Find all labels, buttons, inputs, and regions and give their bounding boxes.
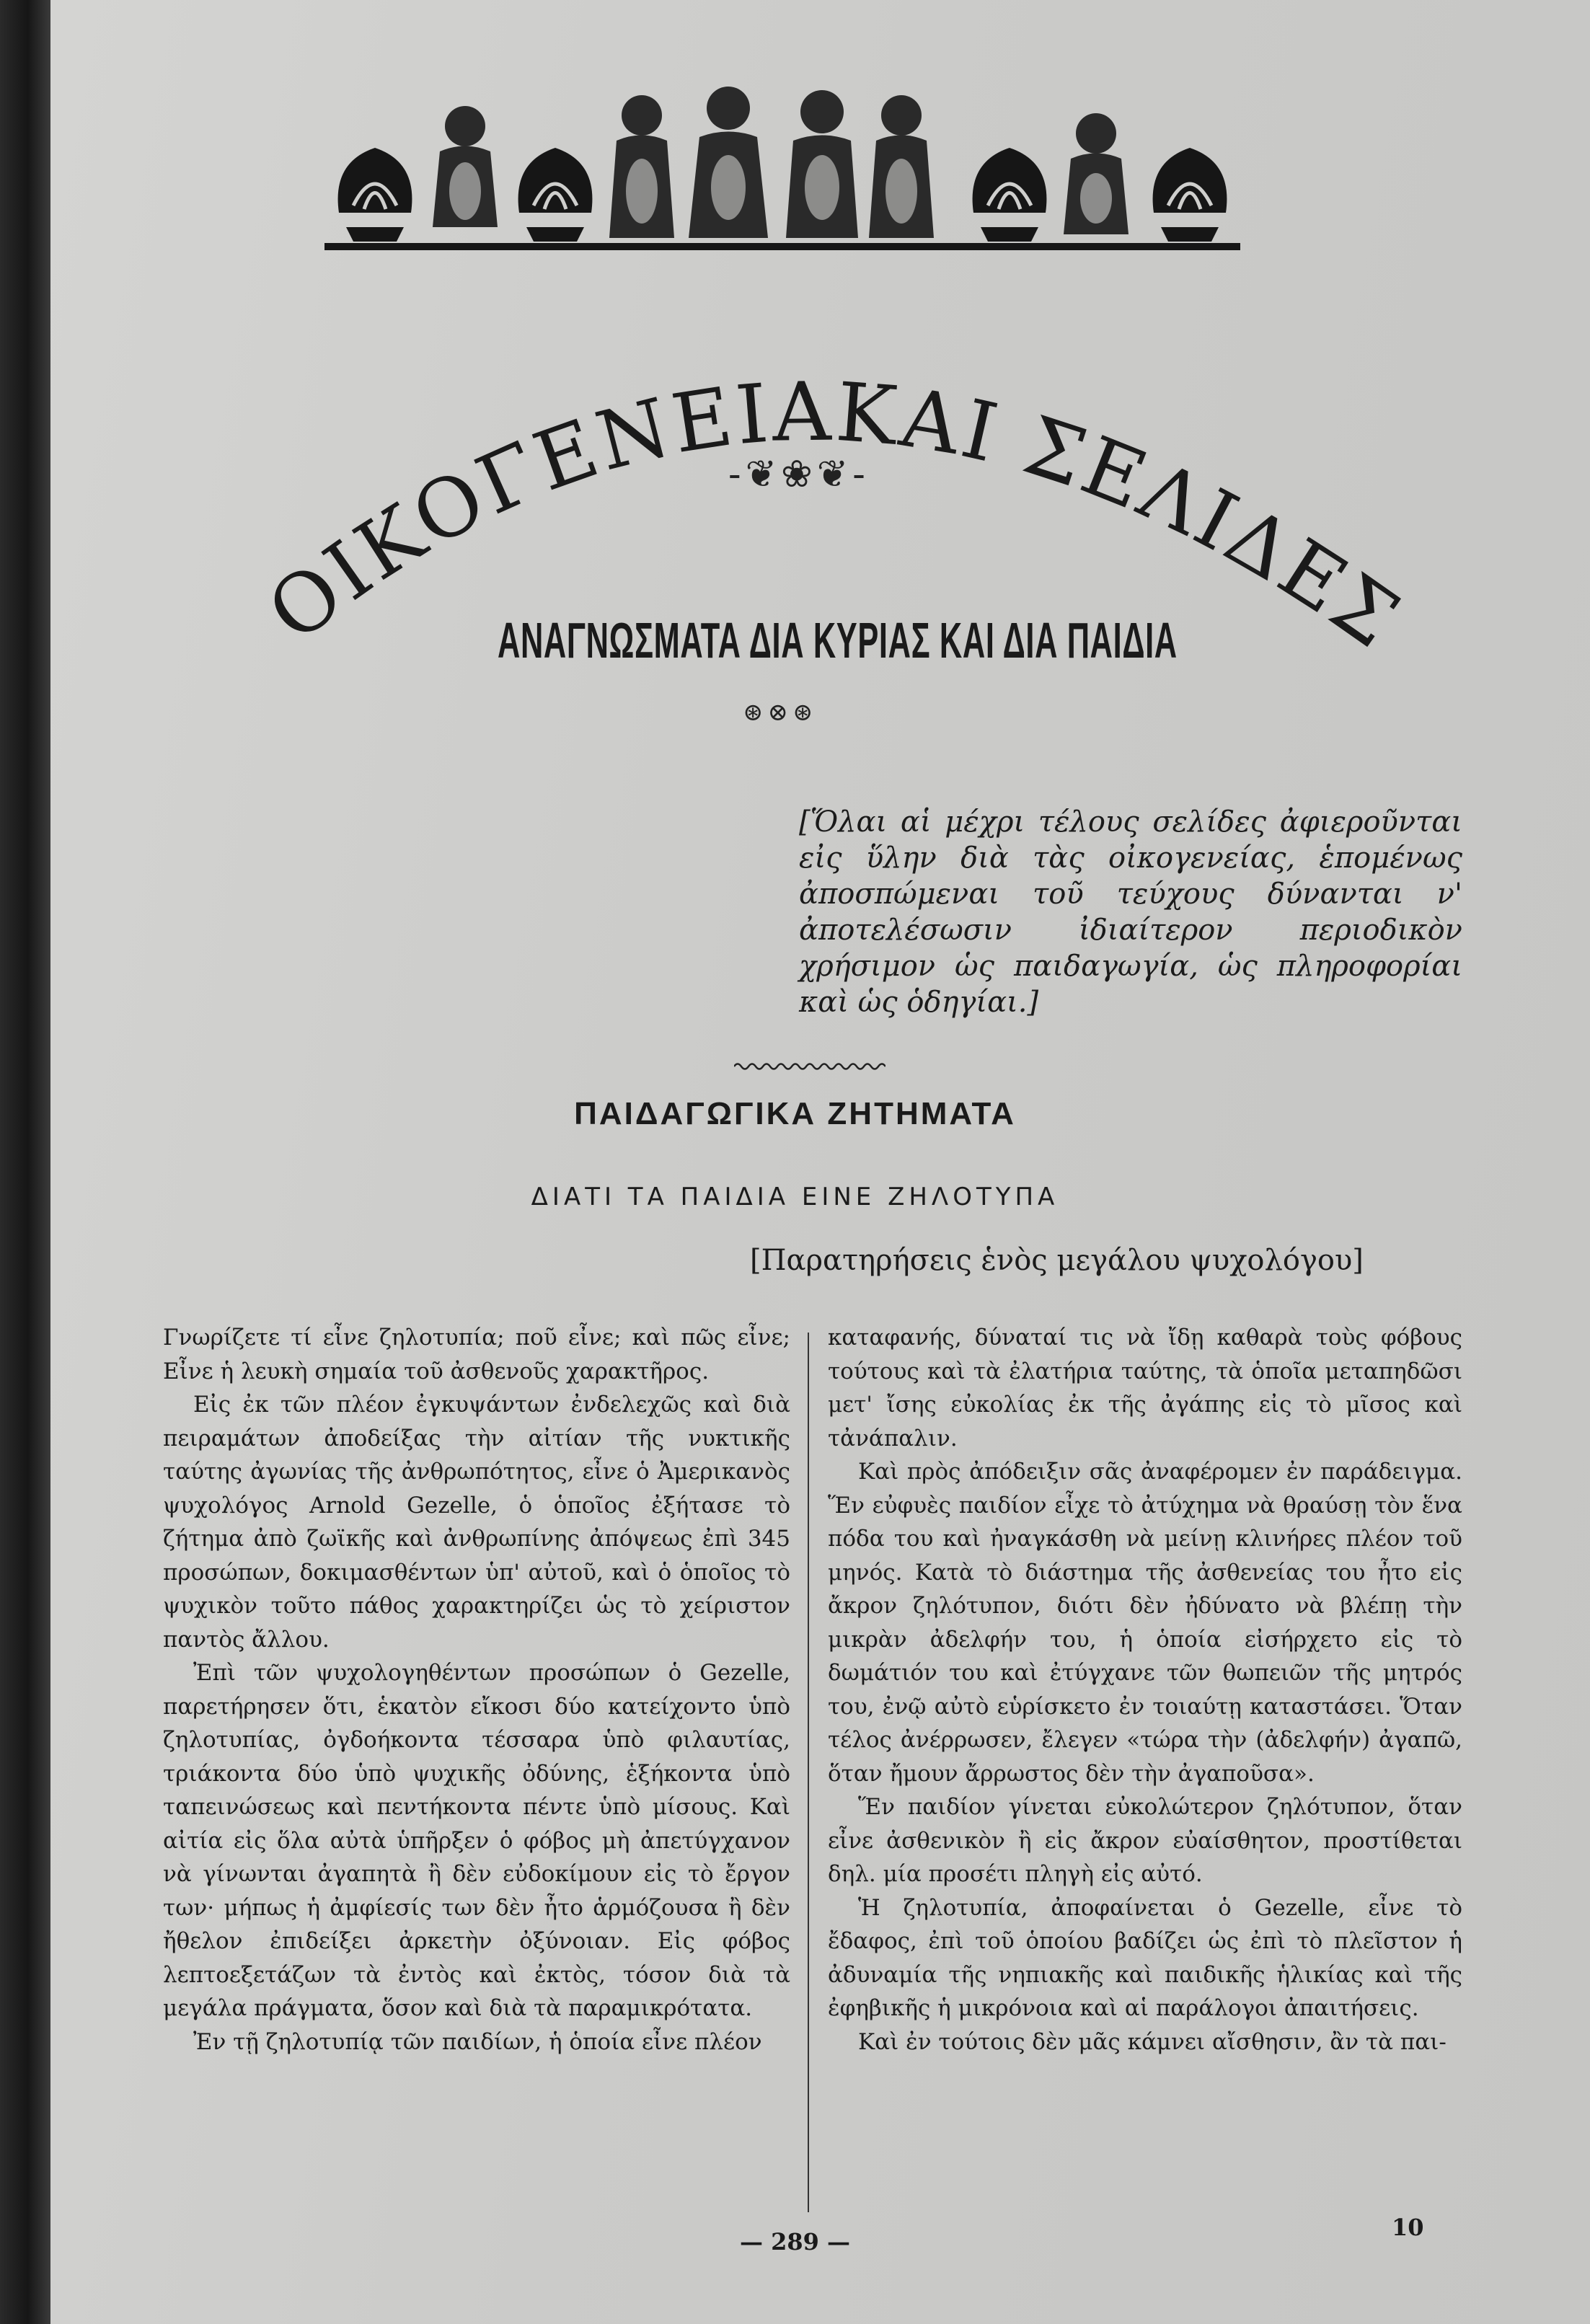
article-note: [Παρατηρήσεις ἑνὸς μεγάλου ψυχολόγου] (750, 1244, 1364, 1277)
paragraph: Ἐν τῇ ζηλοτυπίᾳ τῶν παιδίων, ἡ ὁποία εἶνε πλέον (193, 2028, 762, 2055)
intro-note: [Ὅλαι αἱ μέχρι τέλους σελίδες ἀφιεροῦνται εἰς ὕλην διὰ τὰς οἰκογενείας, ἑπομένως ἀποσπώμεναι τοῦ τεύχους δύνανται ν' ἀποτελέσωσιν ἰδιαίτερον περιοδικὸν χρήσιμον ὡς παιδαγωγία, ὡς πληροφορίαι καὶ ὡς ὁδηγίαι.] (799, 805, 1462, 1019)
arched-title (0, 0, 1590, 793)
column-divider (808, 1333, 809, 2212)
signature-mark: 10 (1392, 2214, 1424, 2241)
article-title: ΔΙΑΤΙ ΤΑ ΠΑΙΔΙΑ ΕΙΝΕ ΖΗΛΟΤΥΠΑ (531, 1183, 1059, 1211)
paragraph: Καὶ πρὸς ἀπόδειξιν σᾶς ἀναφέρομεν ἐν παράδειγμα. Ἕν εὐφυὲς παιδίον εἶχε τὸ ἀτύχημα νὰ θραύσῃ τὸν ἕνα πόδα του καὶ ἠναγκάσθη νὰ μείνῃ κλινήρες πλέον τοῦ μηνός. Κατὰ τὸ διάστημα τῆς ἀσθενείας του ἦτο εἰς ἄκρον ζηλότυπον, διότι δὲν ἠδύνατο νὰ βλέπῃ τὴν μικρὰν ἀδελφήν του, ἡ ὁποία εἰσήρχετο εἰς τὸ δωμάτιόν του καὶ ἐτύγχανε τῶν θωπειῶν τῆς μητρός του, ἐνῷ αὐτὸ εὑρίσκετο ἐν τοιαύτῃ καταστάσει. Ὅταν τέλος ἀνέρρωσεν, ἔλεγεν «τώρα τὴν (ἀδελφήν) ἀγαπῶ, ὅταν ἤμουν ἄρρωστος δὲν τὴν ἀγαποῦσα». (828, 1459, 1462, 1787)
page-number: — 289 — (739, 2228, 851, 2255)
paragraph: Εἰς ἐκ τῶν πλέον ἐγκυψάντων ἐνδελεχῶς καὶ διὰ πειραμάτων ἀποδείξας τὴν αἰτίαν τῆς νυκτικῆς ταύτης ἀγωνίας τῆς ἀνθρωπότητος, εἶνε ὁ Ἀμερικανὸς ψυχολόγος Arnold Gezelle, ὁ ὁποῖος ἐξήτασε τὸ ζήτημα ἀπὸ ζωϊκῆς καὶ ἀνθρωπίνης ἀπόψεως ἐπὶ 345 προσώπων, δοκιμασθέντων ὑπ' αὐτοῦ, καὶ ὁ ὁποῖος τὸ ψυχικὸν τοῦτο πάθος χαρακτηρίζει ὡς τὸ χείριστον παντὸς ἄλλου. (163, 1392, 790, 1653)
paragraph: Καὶ ἐν τούτοις δὲν μᾶς κάμνει αἴσθησιν, ἂν τὰ παι- (858, 2028, 1447, 2055)
subtitle: ΑΝΑΓΝΩΣΜΑΤΑ ΔΙΑ ΚΥΡΙΑΣ ΚΑΙ ΔΙΑ ΠΑΙΔΙΑ (498, 612, 1178, 668)
paragraph: καταφανής, δύναταί τις νὰ ἴδῃ καθαρὰ τοὺς φόβους τούτους καὶ τὰ ἐλατήρια ταύτης, τὰ ὁποῖα μεταπηδῶσι μετ' ἴσης εὐκολίας ἐκ τῆς ἀγάπης εἰς τὸ μῖσος καὶ τἀνάπαλιν. (828, 1325, 1462, 1452)
ornament-bottom: ⊛⊗⊛ (743, 698, 818, 727)
arched-title-text: ΟΙΚΟΓΕΝΕΙΑΚΑΙ ΣΕΛΙΔΕΣ (250, 365, 1417, 668)
paragraph: Ἐπὶ τῶν ψυχολογηθέντων προσώπων ὁ Gezelle, παρετήρησεν ὅτι, ἑκατὸν εἴκοσι δύο κατείχοντο ὑπὸ ζηλοτυπίας, ὀγδοήκοντα τέσσαρα ὑπὸ φιλαυτίας, τριάκοντα δύο ὑπὸ ψυχικῆς ὀδύνης, ἑξήκοντα ὑπὸ ταπεινώσεως καὶ πεντήκοντα πέντε ὑπὸ μίσους. Καὶ αἰτία εἰς ὅλα αὐτὰ ὑπῆρξεν ὁ φόβος μὴ ἀπετύγχανον νὰ γίνωνται ἀγαπητὰ ἢ δὲν εὐδοκίμουν εἰς τὸ ἔργον των· μήπως ἡ ἀμφίεσίς των δὲν ἦτο ἁρμόζουσα ἢ δὲν ἤθελον ἐπιδείξει ἀρκετὴν ὀξύνοιαν. Εἰς φόβος λεπτοεξετάζων τὰ ἐντὸς καὶ ἐκτὸς, τόσον διὰ τὰ μεγάλα πράγματα, ὅσον καὶ διὰ τὰ παραμικρότατα. (163, 1660, 790, 2021)
section-title: ΠΑΙΔΑΓΩΓΙΚΑ ΖΗΤΗΜΑΤΑ (574, 1096, 1016, 1131)
wavy-separator (734, 1061, 885, 1072)
paragraph: Ἡ ζηλοτυπία, ἀποφαίνεται ὁ Gezelle, εἶνε τὸ ἔδαφος, ἐπὶ τοῦ ὁποίου βαδίζει ὡς ἐπὶ τὸ πλεῖστον ἡ ἀδυναμία τῆς νηπιακῆς καὶ παιδικῆς ἡλικίας καὶ τῆς ἐφηβικῆς ἡ μικρόνοια καὶ αἱ παράλογοι ἀπαιτήσεις. (828, 1894, 1462, 2021)
ornament-top: -❦❀❦- (728, 453, 870, 496)
column-left (163, 1321, 790, 2059)
column-right (828, 1321, 1462, 2059)
paragraph: Γνωρίζετε τί εἶνε ζηλοτυπία; ποῦ εἶνε; καὶ πῶς εἶνε; Εἶνε ἡ λευκὴ σημαία τοῦ ἀσθενοῦς χαρακτῆρος. (163, 1325, 790, 1384)
paragraph: Ἕν παιδίον γίνεται εὐκολώτερον ζηλότυπον, ὅταν εἶνε ἀσθενικὸν ἢ εἰς ἄκρον εὐαίσθητον, προστίθεται δηλ. μία προσέτι πληγὴ εἰς αὐτό. (828, 1794, 1462, 1887)
